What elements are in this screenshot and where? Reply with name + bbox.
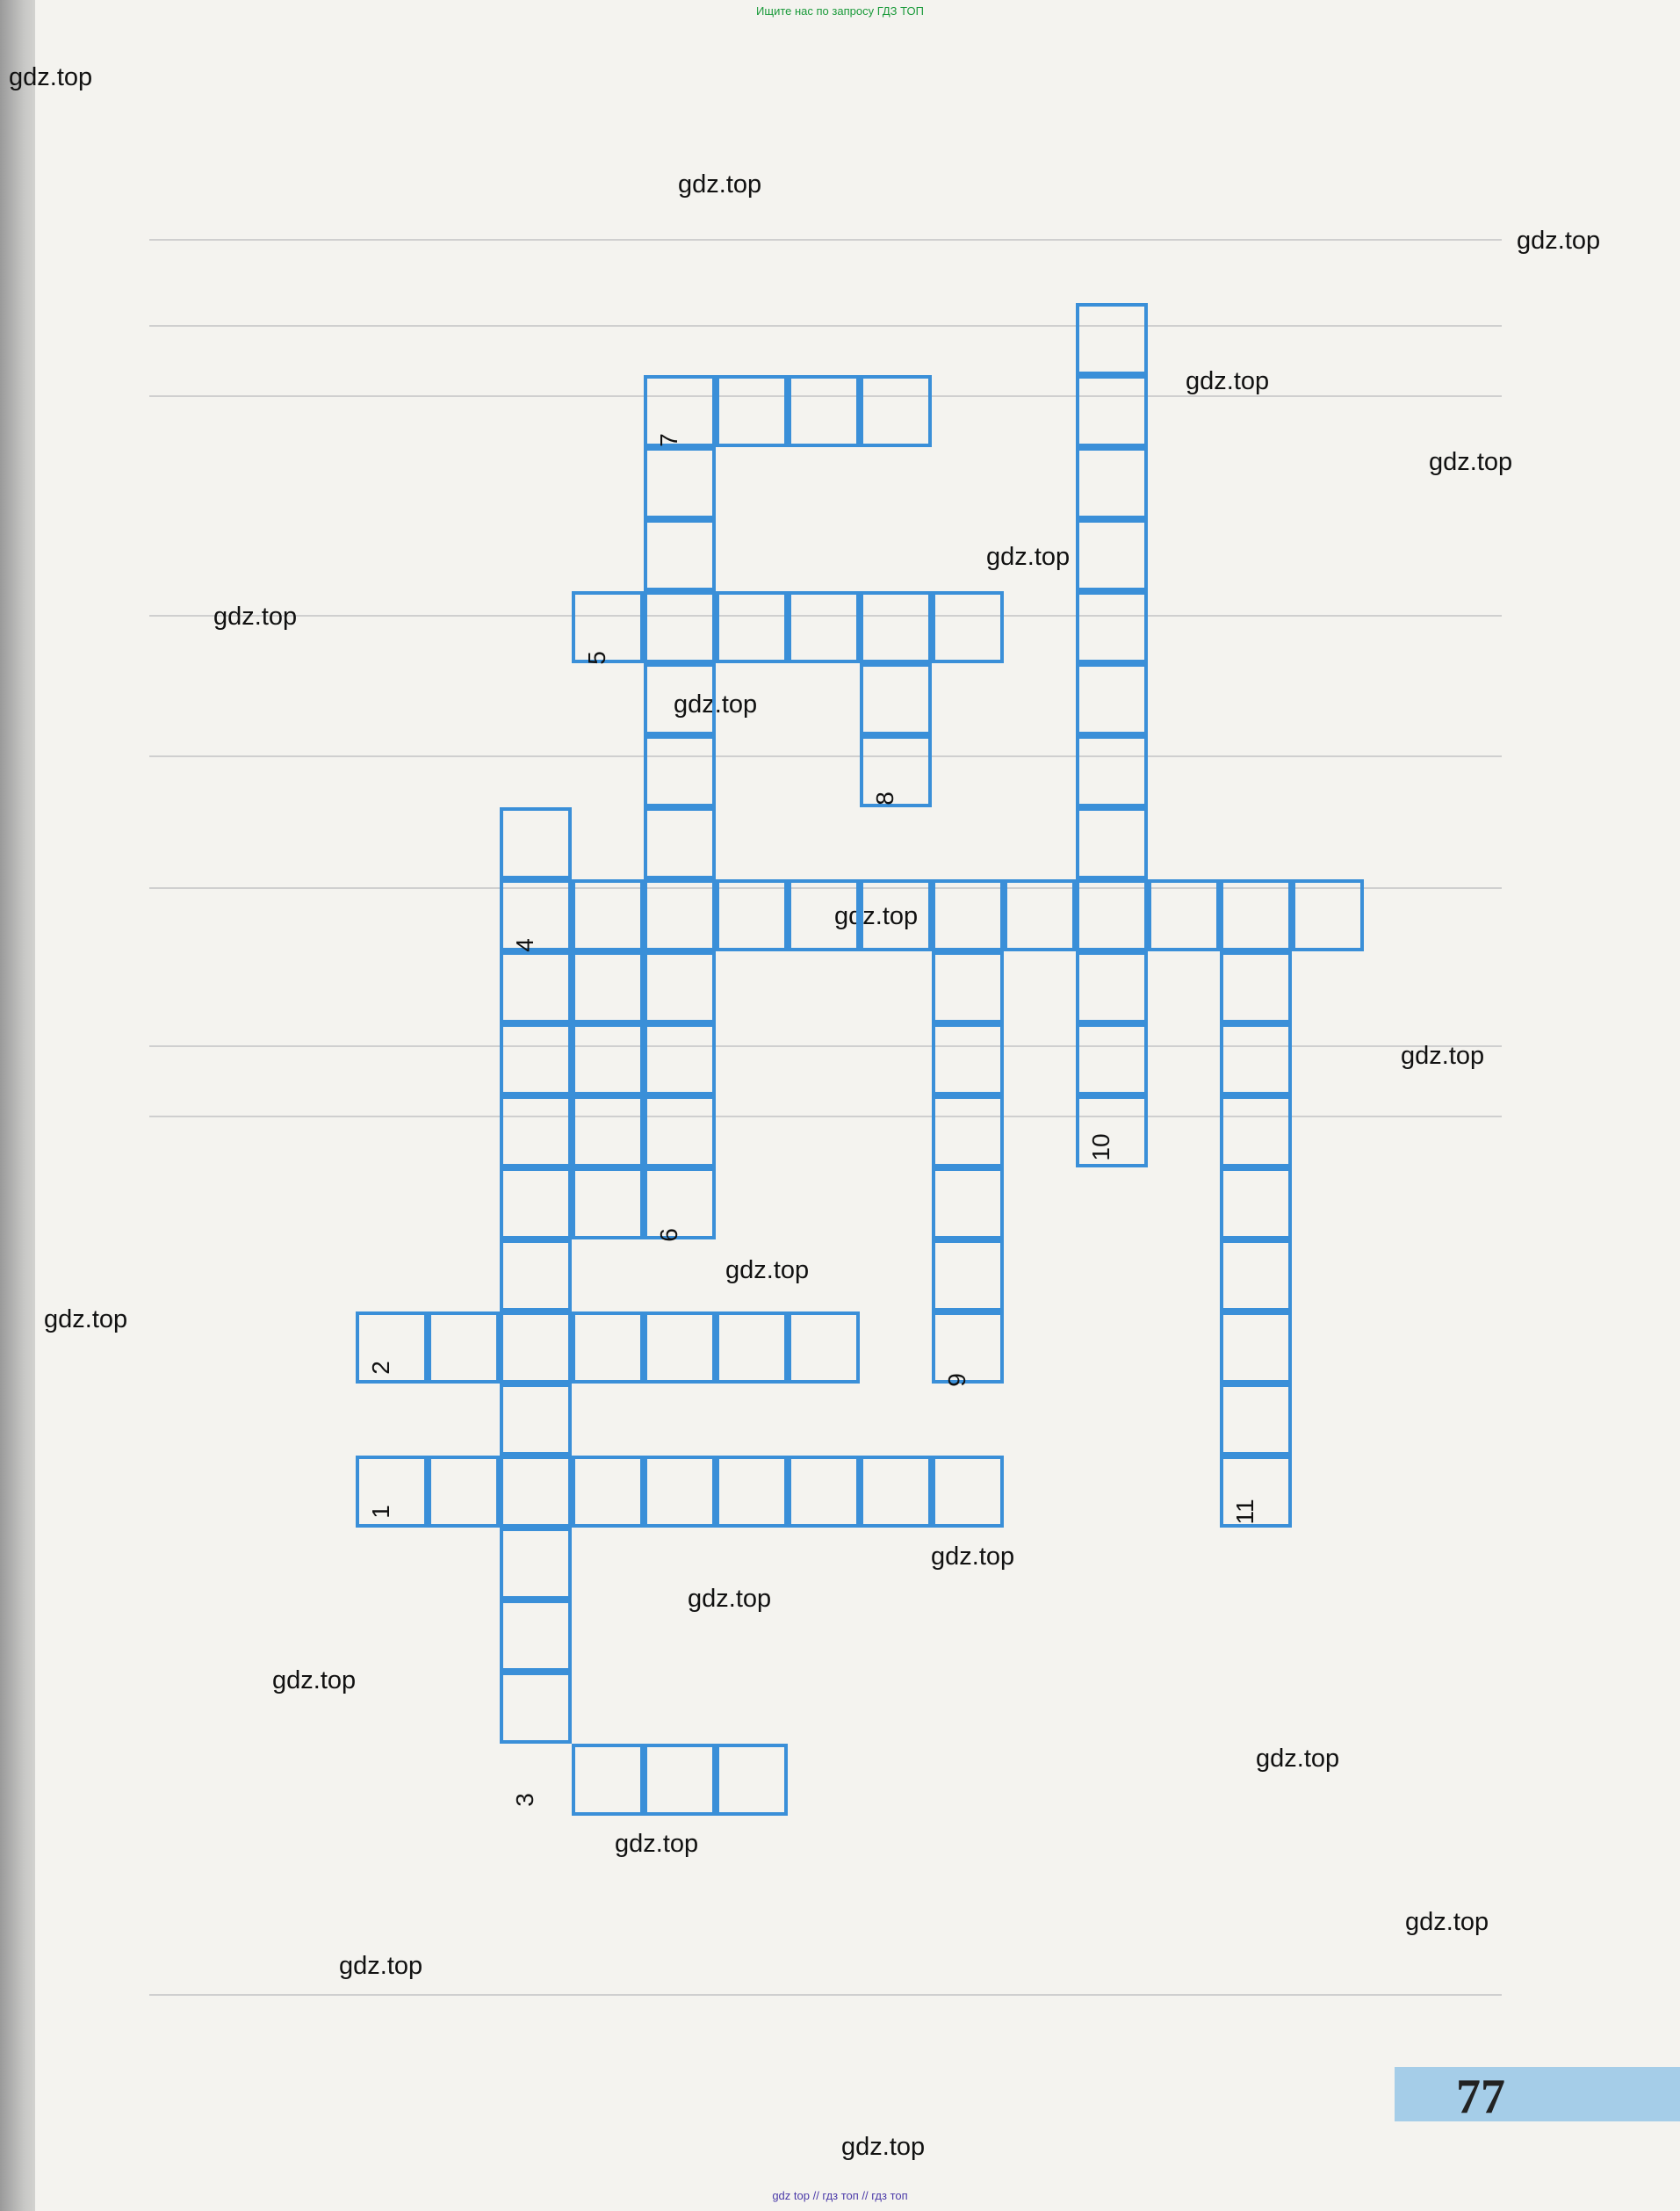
crossword-cell[interactable]	[1076, 303, 1148, 375]
crossword-cell[interactable]	[716, 1311, 788, 1384]
crossword-cell[interactable]	[644, 735, 716, 807]
watermark: gdz.top	[44, 1305, 128, 1333]
crossword-cell[interactable]	[1004, 879, 1076, 951]
crossword-cell[interactable]	[1220, 1311, 1292, 1384]
watermark: gdz.top	[615, 1830, 699, 1858]
crossword-cell[interactable]	[644, 951, 716, 1023]
watermark: gdz.top	[725, 1256, 810, 1284]
watermark: gdz.top	[1186, 367, 1270, 395]
crossword-cell[interactable]	[644, 1311, 716, 1384]
crossword-cell[interactable]	[644, 591, 716, 663]
crossword-cell[interactable]	[1076, 951, 1148, 1023]
crossword-cell[interactable]	[500, 1672, 572, 1744]
crossword-cell[interactable]	[644, 879, 716, 951]
watermark: gdz.top	[1256, 1745, 1340, 1773]
crossword-cell[interactable]	[1076, 375, 1148, 447]
crossword-cell[interactable]	[644, 519, 716, 591]
watermark: gdz.top	[1517, 227, 1601, 255]
crossword-cell[interactable]	[716, 1744, 788, 1816]
bg-rule	[149, 1045, 1502, 1047]
workbook-page	[35, 0, 1680, 2211]
crossword-cell[interactable]	[860, 663, 932, 735]
crossword-cell[interactable]	[932, 1095, 1004, 1167]
crossword-cell[interactable]	[1220, 1239, 1292, 1311]
crossword-cell[interactable]	[788, 1311, 860, 1384]
crossword-clue-number: 8	[871, 791, 898, 806]
crossword-clue-number: 4	[511, 938, 538, 952]
crossword-cell[interactable]	[500, 1023, 572, 1095]
watermark: gdz.top	[213, 603, 298, 631]
crossword-cell[interactable]	[644, 1095, 716, 1167]
crossword-cell[interactable]	[500, 1095, 572, 1167]
crossword-cell[interactable]	[644, 447, 716, 519]
crossword-cell[interactable]	[716, 1456, 788, 1528]
watermark: gdz.top	[272, 1666, 357, 1694]
bg-rule	[149, 1116, 1502, 1117]
bg-rule	[149, 239, 1502, 241]
crossword-cell[interactable]	[428, 1311, 500, 1384]
crossword-cell[interactable]	[788, 1456, 860, 1528]
crossword-cell[interactable]	[932, 1023, 1004, 1095]
bg-rule	[149, 755, 1502, 757]
crossword-cell[interactable]	[932, 1239, 1004, 1311]
crossword-cell[interactable]	[788, 879, 860, 951]
page-number-badge	[1395, 2067, 1680, 2124]
crossword-cell[interactable]	[644, 1023, 716, 1095]
crossword-cell[interactable]	[428, 1456, 500, 1528]
crossword-cell[interactable]	[860, 375, 932, 447]
crossword-cell[interactable]	[572, 879, 644, 951]
crossword-cell[interactable]	[1292, 879, 1364, 951]
crossword-cell[interactable]	[1076, 1023, 1148, 1095]
crossword-cell[interactable]	[572, 1456, 644, 1528]
crossword-cell[interactable]	[860, 1456, 932, 1528]
crossword-cell[interactable]	[1076, 879, 1148, 951]
bg-rule	[149, 1994, 1502, 1996]
crossword-cell[interactable]	[1220, 879, 1292, 951]
crossword-cell[interactable]	[644, 1456, 716, 1528]
crossword-cell[interactable]	[1220, 951, 1292, 1023]
crossword-cell[interactable]	[932, 1167, 1004, 1239]
crossword-cell[interactable]	[1220, 1384, 1292, 1456]
crossword-clue-number: 3	[511, 1793, 538, 1807]
crossword-cell[interactable]	[716, 879, 788, 951]
watermark: gdz.top	[688, 1585, 772, 1613]
crossword-cell[interactable]	[644, 663, 716, 735]
crossword-cell[interactable]	[1076, 663, 1148, 735]
watermark: gdz.top	[674, 690, 758, 719]
crossword-cell[interactable]	[932, 879, 1004, 951]
crossword-cell[interactable]	[644, 807, 716, 879]
crossword-cell[interactable]	[716, 591, 788, 663]
crossword-cell[interactable]	[500, 1167, 572, 1239]
crossword-cell[interactable]	[1220, 1167, 1292, 1239]
page-number: 77	[1456, 2070, 1505, 2124]
crossword-clue-number: 11	[1231, 1499, 1258, 1525]
crossword-cell[interactable]	[572, 1311, 644, 1384]
crossword-cell[interactable]	[644, 1744, 716, 1816]
crossword-cell[interactable]	[788, 375, 860, 447]
watermark: gdz.top	[986, 543, 1071, 571]
watermark: gdz.top	[841, 2133, 926, 2161]
crossword-cell[interactable]	[500, 1239, 572, 1311]
watermark: gdz.top	[1401, 1042, 1485, 1070]
watermark: gdz.top	[834, 902, 919, 930]
bg-rule	[149, 325, 1502, 327]
crossword-cell[interactable]	[932, 1456, 1004, 1528]
crossword-clue-number: 10	[1087, 1133, 1114, 1161]
crossword-cell[interactable]	[500, 1528, 572, 1600]
crossword-cell[interactable]	[860, 879, 932, 951]
crossword-cell[interactable]	[1220, 1095, 1292, 1167]
crossword-cell[interactable]	[500, 1600, 572, 1672]
bottom-note: gdz top // гдз топ // гдз топ	[772, 2189, 908, 2202]
crossword-cell[interactable]	[1076, 447, 1148, 519]
crossword-clue-number: 9	[943, 1373, 970, 1387]
watermark: gdz.top	[1405, 1908, 1489, 1936]
crossword-cell[interactable]	[572, 1744, 644, 1816]
crossword-cell[interactable]	[572, 1095, 644, 1167]
watermark: gdz.top	[678, 170, 762, 199]
crossword-cell[interactable]	[932, 951, 1004, 1023]
top-note: Ищите нас по запросу ГДЗ ТОП	[756, 4, 924, 18]
crossword-clue-number: 1	[367, 1505, 394, 1519]
crossword-cell[interactable]	[1076, 519, 1148, 591]
crossword-cell[interactable]	[500, 1384, 572, 1456]
crossword-cell[interactable]	[716, 375, 788, 447]
crossword-cell[interactable]	[572, 951, 644, 1023]
crossword-clue-number: 5	[583, 651, 610, 665]
crossword-cell[interactable]	[572, 1023, 644, 1095]
crossword-cell[interactable]	[572, 1167, 644, 1239]
crossword-cell[interactable]	[1076, 807, 1148, 879]
crossword-cell[interactable]	[1076, 591, 1148, 663]
crossword-clue-number: 7	[655, 433, 682, 447]
crossword-cell[interactable]	[788, 591, 860, 663]
crossword-cell[interactable]	[500, 1311, 572, 1384]
crossword-cell[interactable]	[500, 807, 572, 879]
watermark: gdz.top	[931, 1543, 1015, 1571]
crossword-clue-number: 2	[367, 1361, 394, 1375]
crossword-cell[interactable]	[1220, 1023, 1292, 1095]
watermark: gdz.top	[9, 63, 93, 91]
crossword-cell[interactable]	[932, 591, 1004, 663]
crossword-cell[interactable]	[860, 591, 932, 663]
crossword-cell[interactable]	[500, 1456, 572, 1528]
watermark: gdz.top	[1429, 448, 1513, 476]
watermark: gdz.top	[339, 1952, 423, 1980]
crossword-cell[interactable]	[1076, 735, 1148, 807]
crossword-cell[interactable]	[1148, 879, 1220, 951]
crossword-clue-number: 6	[655, 1228, 682, 1242]
